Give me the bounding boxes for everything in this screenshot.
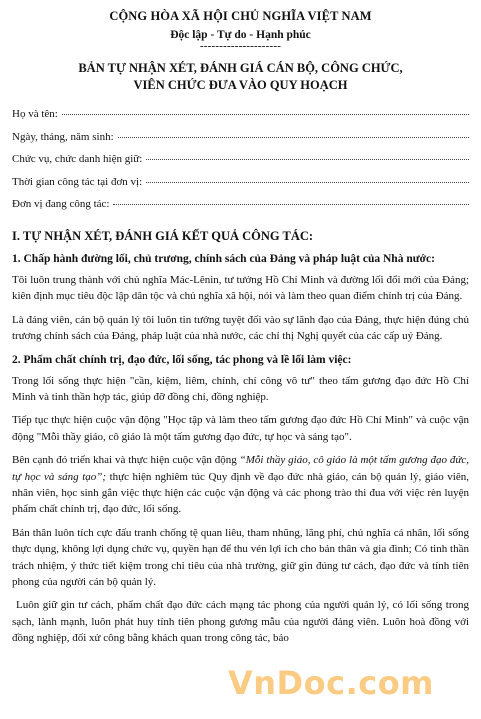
field-label: Chức vụ, chức danh hiện giữ: [12, 153, 143, 166]
document-title [0, 60, 481, 94]
field-label: Thời gian công tác tại đơn vị: [12, 175, 143, 188]
title-line-1: BẢN TỰ NHẬN XÉT, ĐÁNH GIÁ CÁN BỘ, CÔNG CHỨC, [78, 61, 403, 75]
fill-line[interactable] [62, 113, 469, 115]
field-work-duration[interactable] [12, 176, 469, 199]
field-label: Họ và tên: [12, 108, 58, 120]
title-line-2: VIÊN CHỨC ĐƯA VÀO QUY HOẠCH [133, 78, 348, 92]
subsection-heading: 1. Chấp hành đường lối, chủ trương, chính sách của Đảng và pháp luật của Nhà nước: [12, 252, 435, 265]
nation-header: CỘNG HÒA XÃ HỘI CHỦ NGHĨA VIỆT NAM [109, 9, 372, 23]
header-divider: --------------------- [199, 40, 282, 52]
paragraph: Tiếp tục thực hiện cuộc vận động "Học tập và làm theo tấm gương đạo đức Hồ Chí Minh" và cuộc vận động "Mỗi thầy giáo, cô giáo là một tấm gương đạo đức, tự học và sáng tạo". [12, 414, 469, 443]
field-label: Ngày, tháng, năm sinh: [12, 130, 114, 143]
fill-line[interactable] [146, 158, 469, 160]
paragraph: Bản thân luôn tích cực đấu tranh chống tệ quan liêu, tham nhũng, lãng phí, chủ nghĩa cá nhân, lối sống thực dụng, không lợi dụng chức vụ, quyền hạn để thu vén lợi ích cho bản thân và gia đình; Có tinh thần trách nhiệm, ý thức tiết kiệm trong chi tiêu của nhà trường, giữ gìn đúng tư cách, đạo đức và tính tiên phong của người cán bộ quản lý. [12, 526, 469, 589]
campaign-quote: “Mỗi thầy giáo, cô giáo là một tấm gương đạo đức, tự học và sáng tạo”; [12, 454, 469, 483]
field-birthdate[interactable] [12, 131, 469, 154]
paragraph: Là đảng viên, cán bộ quản lý tôi luôn tin tưởng tuyệt đối vào sự lãnh đạo của Đảng, thực hiện đúng chủ trương chính sách của Đảng, pháp luật của nhà nước, các chỉ thị Nghị quyết của các cấp uỷ Đảng. [12, 313, 469, 343]
section-heading: I. TỰ NHẬN XÉT, ĐÁNH GIÁ KẾT QUẢ CÔNG TÁC: [12, 228, 314, 243]
info-fields [12, 108, 469, 221]
paragraph: Luôn giữ gìn tư cách, phẩm chất đạo đức cách mạng tác phong của người quản lý, có lối sống trong sạch, lành mạnh, luôn phát huy tính tiên phong gương mẫu của người đảng viên. Luôn hoà đồng với đồng nghiệp, đối xử công bằng khách quan trong công tác, bảo [12, 599, 469, 645]
field-position[interactable] [12, 153, 469, 176]
fill-line[interactable] [118, 136, 469, 138]
field-label: Đơn vị đang công tác: [12, 198, 110, 211]
fill-line[interactable] [113, 203, 469, 205]
subsection-heading: 2. Phẩm chất chính trị, đạo đức, lối sống, tác phong và lề lối làm việc: [12, 353, 352, 366]
motto: Độc lập - Tự do - Hạnh phúc [170, 29, 311, 41]
fill-line[interactable] [146, 181, 469, 183]
paragraph-text: Bên cạnh đó triển khai và thực hiện cuộc vận động [12, 454, 240, 467]
paragraph: Tôi luôn trung thành với chủ nghĩa Mác-Lênin, tư tưởng Hồ Chí Minh và đường lối đổi mới của Đảng; kiên định mục tiêu độc lập dân tộc và chủ nghĩa xã hội, nói và làm theo quan điểm chính trị của Đảng. [12, 273, 469, 303]
paragraph: Trong lối sống thực hiện "cần, kiệm, liêm, chính, chí công vô tư" theo tấm gương đạo đức Hồ Chí Minh và tinh thần hợp tác, giúp đỡ đồng chí, đồng nghiệp. [12, 374, 469, 403]
field-name[interactable] [12, 108, 469, 131]
field-unit[interactable] [12, 198, 469, 221]
paragraph [12, 452, 469, 518]
watermark-logo: VnDoc.com [228, 664, 435, 702]
paragraph-text: thực hiện nghiêm túc Quy định về đạo đức nhà giáo, cán bộ quản lý, giáo viên, nhân viên, học sinh gắn việc thực hiện các cuộc vận động và các phong trào thi đua với việc rèn luyện phẩm chất chính trị, đạo đức, lối sống. [12, 470, 469, 516]
